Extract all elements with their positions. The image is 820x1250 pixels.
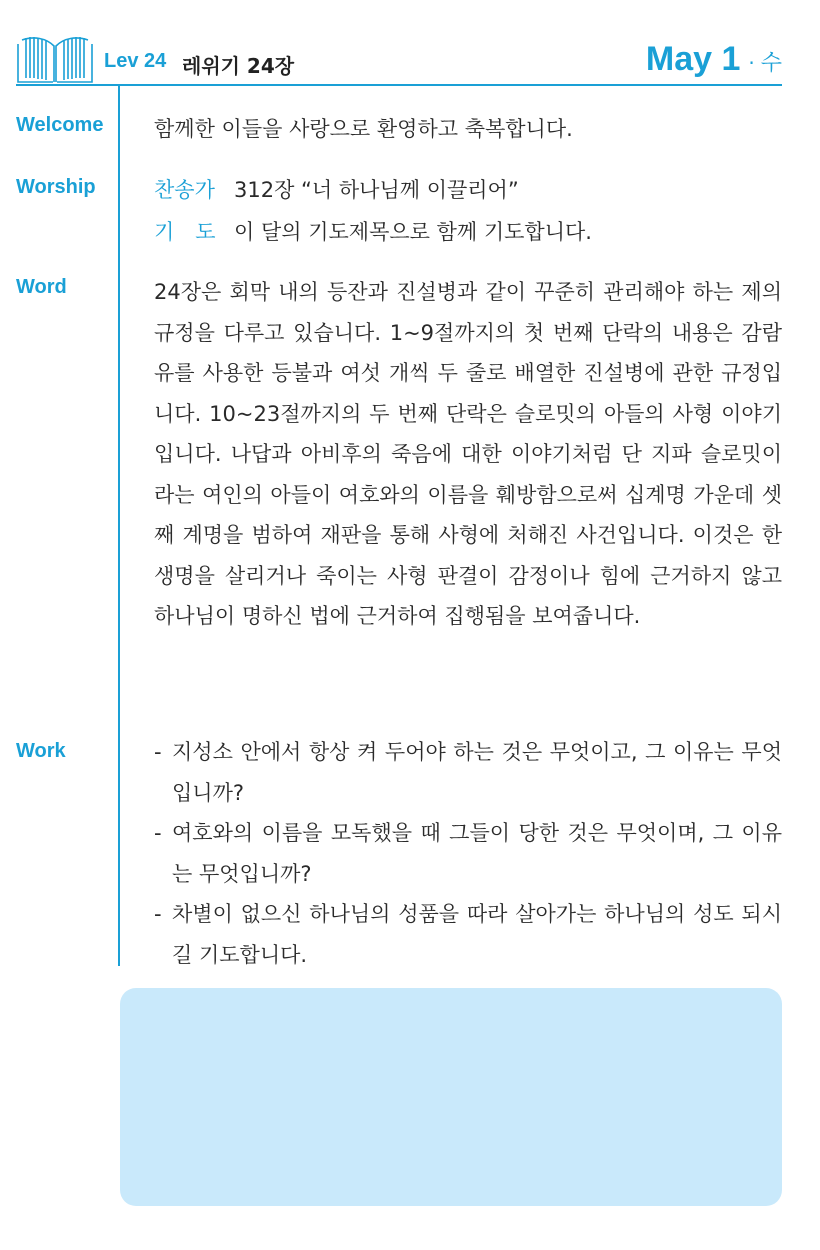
welcome-text: 함께한 이들을 사랑으로 환영하고 축복합니다. (154, 117, 573, 141)
column-divider (118, 86, 120, 966)
prayer-text: 이 달의 기도제목으로 함께 기도합니다. (234, 220, 592, 244)
date-display (646, 40, 782, 79)
open-book-icon (16, 34, 94, 84)
weekday: 수 (760, 51, 782, 76)
notes-box[interactable] (120, 988, 782, 1206)
date: May 1 (645, 40, 741, 78)
page-header (0, 0, 820, 90)
worship-item-prayer (154, 216, 592, 246)
worship-label: Worship (16, 176, 96, 198)
work-item-text: 여호와의 이름을 모독했을 때 그들이 당한 것은 무엇이며, 그 이유는 무엇입니까? (172, 821, 782, 886)
date-separator: · (748, 51, 755, 75)
header-divider (16, 84, 782, 86)
prayer-label: 기 도 (154, 220, 216, 244)
hymn-label: 찬송가 (154, 178, 215, 202)
welcome-label: Welcome (16, 114, 104, 136)
work-list (154, 732, 782, 975)
chapter-title: 레위기 24장 (182, 54, 295, 78)
dash-bullet: - (154, 902, 162, 926)
book-reference: Lev 24 (104, 50, 167, 72)
hymn-text: 312장 “너 하나님께 이끌리어” (234, 178, 519, 202)
list-item (154, 894, 782, 975)
work-item-text: 차별이 없으신 하나님의 성품을 따라 살아가는 하나님의 성도 되시길 기도합니다. (172, 902, 782, 967)
worship-item-hymn (154, 174, 519, 204)
word-paragraph: 24장은 회막 내의 등잔과 진설병과 같이 꾸준히 관리해야 하는 제의 규정을 다루고 있습니다. 1~9절까지의 첫 번째 단락의 내용은 감람유를 사용한 등불과 여섯 개씩 두 줄로 배열한 진설병에 관한 규정입니다. 10~23절까지의 두 번째 단락은 슬로밋의 아들의 사형 이야기입니다. 나답과 아비후의 죽음에 대한 이야기처럼 단 지파 슬로밋이라는 여인의 아들이 여호와의 이름을 훼방함으로써 십계명 가운데 셋째 계명을 범하여 재판을 통해 사형에 처해진 사건입니다. 이것은 한 생명을 살리거나 죽이는 사형 판결이 감정이나 힘에 근거하지 않고 하나님이 명하신 법에 근거하여 집행됨을 보여줍니다. (154, 280, 782, 628)
dash-bullet: - (154, 821, 162, 845)
dash-bullet: - (154, 740, 162, 764)
list-item (154, 732, 782, 813)
list-item (154, 813, 782, 894)
work-label: Work (16, 740, 66, 762)
word-label: Word (16, 276, 67, 298)
work-item-text: 지성소 안에서 항상 켜 두어야 하는 것은 무엇이고, 그 이유는 무엇입니까? (172, 740, 782, 805)
